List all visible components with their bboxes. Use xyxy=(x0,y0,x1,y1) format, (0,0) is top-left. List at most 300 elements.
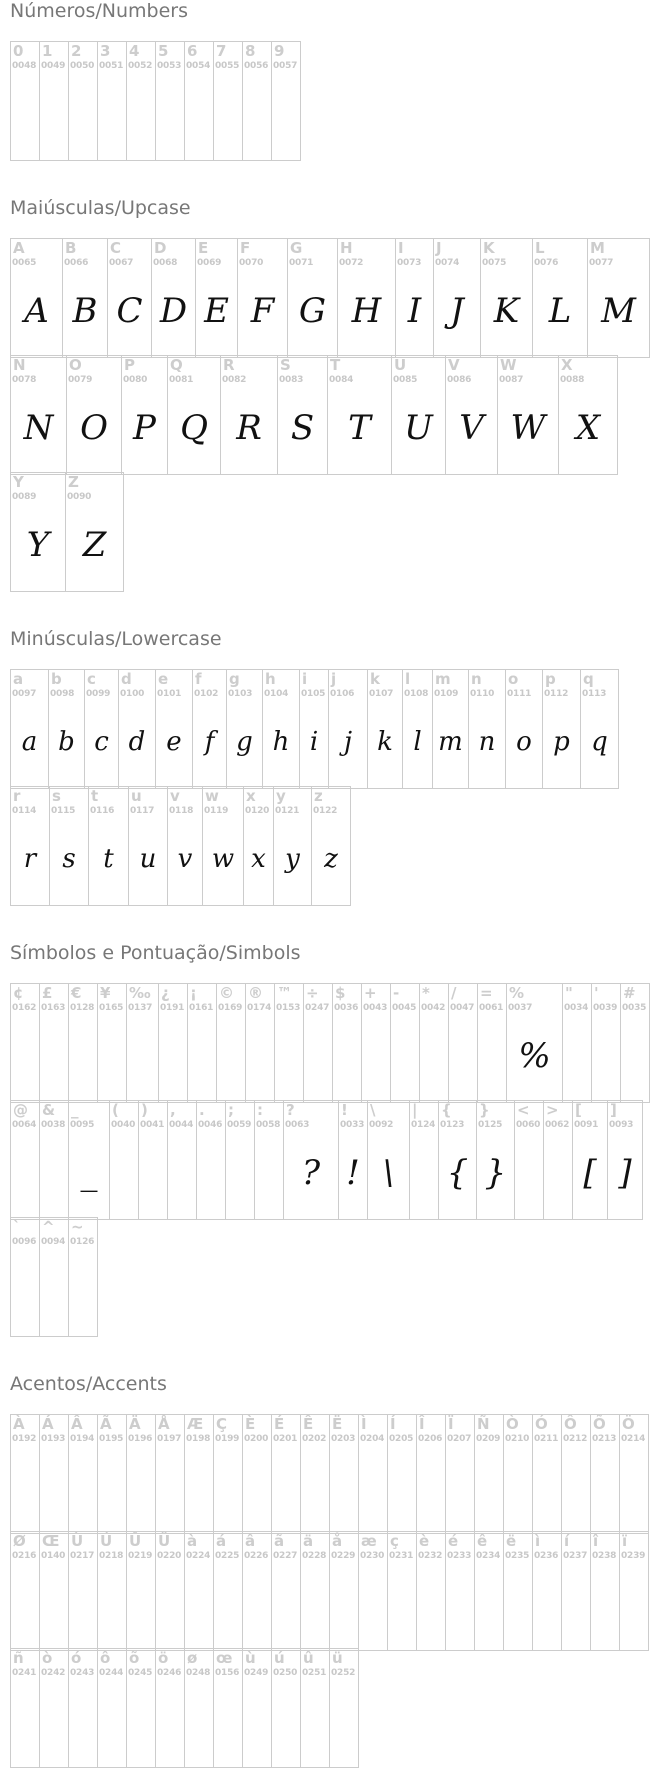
glyph-code-label: 0082 xyxy=(222,375,247,385)
glyph-character-label: Õ xyxy=(593,1415,606,1433)
glyph-code-label: 0202 xyxy=(302,1434,327,1444)
glyph-character-label: Å xyxy=(158,1415,170,1433)
glyph-code-label: 0076 xyxy=(534,258,559,268)
glyph-code-label: 0095 xyxy=(70,1120,95,1130)
glyph-cell xyxy=(69,1415,98,1533)
glyph-character-label: f xyxy=(195,670,202,688)
glyph-code-label: 0242 xyxy=(41,1668,66,1678)
glyph-cell xyxy=(301,1649,330,1767)
glyph-character-label: S xyxy=(280,356,291,374)
glyph-cell xyxy=(188,984,217,1102)
glyph-code-label: 0220 xyxy=(157,1551,182,1561)
glyph-cell xyxy=(217,984,246,1102)
glyph-sample: U xyxy=(404,408,433,448)
glyph-character-label: Ç xyxy=(216,1415,228,1433)
glyph-sample: H xyxy=(351,291,382,331)
glyph-row xyxy=(10,1100,643,1220)
glyph-code-label: 0239 xyxy=(621,1551,646,1561)
glyph-character-label: Ï xyxy=(448,1415,454,1433)
glyph-code-label: 0120 xyxy=(245,806,270,816)
glyph-sample: N xyxy=(23,408,54,448)
glyph-character-label: i xyxy=(302,670,308,688)
glyph-cell xyxy=(168,787,203,905)
glyph-cell xyxy=(69,1101,110,1219)
glyph-cell xyxy=(329,670,368,788)
glyph-character-label: Ä xyxy=(129,1415,141,1433)
glyph-cell xyxy=(562,1532,591,1650)
glyph-code-label: 0087 xyxy=(499,375,524,385)
glyph-cell xyxy=(69,984,98,1102)
glyph-code-label: 0077 xyxy=(589,258,614,268)
glyph-code-label: 0218 xyxy=(99,1551,124,1561)
glyph-cell xyxy=(227,670,263,788)
glyph-sample: K xyxy=(493,291,520,331)
glyph-cell xyxy=(129,787,168,905)
glyph-character-label: G xyxy=(290,239,303,257)
glyph-character-label: K xyxy=(483,239,495,257)
glyph-character-label: P xyxy=(124,356,135,374)
glyph-cell xyxy=(330,1649,359,1767)
glyph-character-label: Ë xyxy=(332,1415,343,1433)
glyph-character-label: _ xyxy=(71,1101,79,1119)
glyph-cell xyxy=(11,1649,40,1767)
glyph-code-label: 0197 xyxy=(157,1434,182,1444)
glyph-code-label: 0116 xyxy=(90,806,115,816)
glyph-code-label: 0080 xyxy=(123,375,148,385)
glyph-cell xyxy=(255,1101,284,1219)
glyph-row xyxy=(10,669,619,789)
glyph-cell xyxy=(40,1649,69,1767)
glyph-cell xyxy=(139,1101,168,1219)
glyph-character-label: L xyxy=(535,239,545,257)
glyph-code-label: 0248 xyxy=(186,1668,211,1678)
glyph-code-label: 0199 xyxy=(215,1434,240,1444)
glyph-character-label: Â xyxy=(71,1415,83,1433)
glyph-code-label: 0241 xyxy=(12,1668,37,1678)
glyph-cell xyxy=(592,984,621,1102)
glyph-cell xyxy=(410,1101,439,1219)
glyph-sample: I xyxy=(407,291,422,331)
glyph-character-label: ù xyxy=(245,1649,256,1667)
glyph-code-label: 0230 xyxy=(360,1551,385,1561)
glyph-code-label: 0121 xyxy=(275,806,300,816)
glyph-cell xyxy=(434,239,481,357)
glyph-cell xyxy=(156,670,193,788)
glyph-code-label: 0083 xyxy=(279,375,304,385)
glyph-cell xyxy=(98,984,127,1102)
glyph-character-label: Û xyxy=(129,1532,142,1550)
glyph-code-label: 0119 xyxy=(204,806,229,816)
glyph-code-label: 0201 xyxy=(273,1434,298,1444)
glyph-cell xyxy=(300,670,329,788)
glyph-cell xyxy=(272,42,301,160)
glyph-cell xyxy=(339,1101,368,1219)
glyph-cell xyxy=(498,356,559,474)
glyph-cell xyxy=(478,984,507,1102)
glyph-code-label: 0245 xyxy=(128,1668,153,1678)
glyph-code-label: 0110 xyxy=(470,689,495,699)
glyph-code-label: 0237 xyxy=(563,1551,588,1561)
glyph-character-label: l xyxy=(405,670,411,688)
glyph-cell xyxy=(403,670,433,788)
glyph-character-label: & xyxy=(42,1101,56,1119)
glyph-code-label: 0084 xyxy=(329,375,354,385)
glyph-character-label: y xyxy=(276,787,286,805)
glyph-code-label: 0036 xyxy=(334,1003,359,1013)
glyph-character-label: n xyxy=(471,670,482,688)
glyph-character-label: C xyxy=(110,239,122,257)
glyph-cell xyxy=(272,1532,301,1650)
glyph-character-label: T xyxy=(330,356,341,374)
glyph-sample: J xyxy=(450,291,464,331)
glyph-cell xyxy=(69,42,98,160)
glyph-character-label: N xyxy=(13,356,26,374)
glyph-character-label: ^ xyxy=(42,1218,55,1236)
glyph-code-label: 0045 xyxy=(392,1003,417,1013)
glyph-character-label: Ó xyxy=(535,1415,548,1433)
glyph-code-label: 0217 xyxy=(70,1551,95,1561)
glyph-character-label: ! xyxy=(341,1101,348,1119)
glyph-cell xyxy=(481,239,533,357)
glyph-character-label: ¥ xyxy=(100,984,111,1002)
glyph-character-label: m xyxy=(435,670,451,688)
glyph-character-label: Y xyxy=(13,473,24,491)
glyph-cell xyxy=(214,42,243,160)
glyph-row xyxy=(10,1648,359,1768)
glyph-code-label: 0236 xyxy=(534,1551,559,1561)
glyph-code-label: 0098 xyxy=(50,689,75,699)
glyph-character-label: á xyxy=(216,1532,227,1550)
glyph-character-label: ö xyxy=(158,1649,169,1667)
glyph-cell xyxy=(11,1415,40,1533)
glyph-cell xyxy=(563,984,592,1102)
glyph-code-label: 0153 xyxy=(276,1003,301,1013)
glyph-cell xyxy=(420,984,449,1102)
glyph-character-label: | xyxy=(412,1101,418,1119)
section-title: Maiúsculas/Upcase xyxy=(10,197,191,219)
glyph-cell xyxy=(506,670,543,788)
glyph-character-label: ë xyxy=(506,1532,517,1550)
glyph-code-label: 0224 xyxy=(186,1551,211,1561)
glyph-character-label: Á xyxy=(42,1415,54,1433)
glyph-character-label: D xyxy=(154,239,167,257)
glyph-sample: } xyxy=(484,1153,507,1193)
glyph-character-label: Œ xyxy=(42,1532,60,1550)
glyph-code-label: 0094 xyxy=(41,1237,66,1247)
glyph-code-label: 0081 xyxy=(169,375,194,385)
glyph-cell xyxy=(359,1532,388,1650)
glyph-sample: e xyxy=(166,727,182,757)
glyph-code-label: 0037 xyxy=(508,1003,533,1013)
glyph-sample: z xyxy=(324,844,338,874)
glyph-cell xyxy=(98,1415,127,1533)
glyph-code-label: 0195 xyxy=(99,1434,124,1444)
glyph-cell xyxy=(368,1101,410,1219)
glyph-character-label: W xyxy=(500,356,517,374)
glyph-character-label: @ xyxy=(13,1101,28,1119)
glyph-character-label: Ü xyxy=(158,1532,171,1550)
glyph-character-label: Ã xyxy=(100,1415,112,1433)
glyph-cell xyxy=(312,787,351,905)
glyph-code-label: 0206 xyxy=(418,1434,443,1444)
glyph-cell xyxy=(243,1415,272,1533)
glyph-character-label: ï xyxy=(622,1532,628,1550)
glyph-character-label: Ø xyxy=(13,1532,26,1550)
glyph-character-label: Í xyxy=(390,1415,396,1433)
glyph-character-label: £ xyxy=(42,984,53,1002)
glyph-sample: n xyxy=(478,727,496,757)
glyph-sample: D xyxy=(159,291,188,331)
glyph-code-label: 0046 xyxy=(198,1120,223,1130)
glyph-code-label: 0209 xyxy=(476,1434,501,1444)
glyph-cell xyxy=(533,239,588,357)
glyph-row xyxy=(10,472,124,592)
glyph-sample: [ xyxy=(583,1153,597,1193)
glyph-sample: ] xyxy=(618,1153,632,1193)
glyph-character-label: è xyxy=(419,1532,430,1550)
glyph-character-label: Ò xyxy=(506,1415,519,1433)
glyph-cell xyxy=(49,670,85,788)
glyph-cell xyxy=(278,356,328,474)
glyph-cell xyxy=(156,1649,185,1767)
glyph-cell xyxy=(243,42,272,160)
glyph-row xyxy=(10,786,351,906)
glyph-cell xyxy=(446,1415,475,1533)
glyph-sample: M xyxy=(601,291,636,331)
glyph-code-label: 0079 xyxy=(68,375,93,385)
glyph-cell xyxy=(69,1649,98,1767)
glyph-code-label: 0068 xyxy=(153,258,178,268)
glyph-code-label: 0086 xyxy=(447,375,472,385)
glyph-sample: L xyxy=(548,291,572,331)
glyph-character-label: ÷ xyxy=(306,984,319,1002)
glyph-sample: Z xyxy=(82,525,107,565)
glyph-character-label: x xyxy=(246,787,256,805)
glyph-character-label: ø xyxy=(187,1649,198,1667)
glyph-cell xyxy=(89,787,129,905)
glyph-code-label: 0035 xyxy=(622,1003,647,1013)
glyph-code-label: 0137 xyxy=(128,1003,153,1013)
glyph-code-label: 0126 xyxy=(70,1237,95,1247)
glyph-code-label: 0203 xyxy=(331,1434,356,1444)
glyph-code-label: 0089 xyxy=(12,492,37,502)
glyph-row xyxy=(10,1414,649,1534)
glyph-cell xyxy=(185,1532,214,1650)
glyph-character-label: œ xyxy=(216,1649,233,1667)
glyph-cell xyxy=(221,356,278,474)
glyph-cell xyxy=(238,239,288,357)
glyph-code-label: 0123 xyxy=(440,1120,465,1130)
glyph-character-label: ò xyxy=(42,1649,53,1667)
glyph-code-label: 0052 xyxy=(128,61,153,71)
glyph-code-label: 0122 xyxy=(313,806,338,816)
glyph-character-label: 6 xyxy=(187,42,198,60)
glyph-cell xyxy=(417,1532,446,1650)
glyph-cell xyxy=(433,670,469,788)
glyph-code-label: 0140 xyxy=(41,1551,66,1561)
glyph-code-label: 0092 xyxy=(369,1120,394,1130)
glyph-code-label: 0198 xyxy=(186,1434,211,1444)
glyph-cell xyxy=(559,356,618,474)
glyph-character-label: ' xyxy=(594,984,599,1002)
glyph-cell xyxy=(504,1415,533,1533)
glyph-code-label: 0071 xyxy=(289,258,314,268)
glyph-character-label: Æ xyxy=(187,1415,204,1433)
glyph-code-label: 0163 xyxy=(41,1003,66,1013)
glyph-character-label: > xyxy=(546,1101,559,1119)
glyph-character-label: æ xyxy=(361,1532,377,1550)
glyph-cell xyxy=(156,1532,185,1650)
glyph-cell xyxy=(391,984,420,1102)
glyph-character-label: ì xyxy=(535,1532,541,1550)
glyph-character-label: È xyxy=(245,1415,256,1433)
glyph-cell xyxy=(620,1415,649,1533)
glyph-code-label: 0069 xyxy=(197,258,222,268)
glyph-cell xyxy=(338,239,396,357)
glyph-character-label: : xyxy=(257,1101,263,1119)
glyph-cell xyxy=(469,670,506,788)
glyph-cell xyxy=(168,356,221,474)
glyph-sample: y xyxy=(285,844,300,874)
glyph-character-label: - xyxy=(393,984,400,1002)
glyph-cell xyxy=(197,1101,226,1219)
glyph-character-label: H xyxy=(340,239,353,257)
glyph-sample: w xyxy=(211,844,235,874)
glyph-character-label: é xyxy=(448,1532,459,1550)
glyph-character-label: k xyxy=(370,670,380,688)
glyph-sample: B xyxy=(72,291,98,331)
glyph-cell xyxy=(362,984,391,1102)
glyph-cell xyxy=(40,1415,69,1533)
glyph-character-label: 7 xyxy=(216,42,227,60)
glyph-character-label: X xyxy=(561,356,573,374)
glyph-cell xyxy=(246,984,275,1102)
glyph-sample: P xyxy=(133,408,156,448)
glyph-cell xyxy=(11,1101,40,1219)
glyph-code-label: 0193 xyxy=(41,1434,66,1444)
glyph-cell xyxy=(301,1532,330,1650)
glyph-code-label: 0112 xyxy=(544,689,569,699)
glyph-character-label: < xyxy=(517,1101,530,1119)
glyph-character-label: z xyxy=(314,787,323,805)
glyph-cell xyxy=(203,787,244,905)
glyph-character-label: + xyxy=(364,984,377,1002)
glyph-cell xyxy=(156,42,185,160)
glyph-cell xyxy=(573,1101,608,1219)
glyph-character-label: Q xyxy=(170,356,183,374)
glyph-code-label: 0088 xyxy=(560,375,585,385)
glyph-code-label: 0078 xyxy=(12,375,37,385)
glyph-code-label: 0049 xyxy=(41,61,66,71)
glyph-sample: v xyxy=(177,844,193,874)
glyph-code-label: 0252 xyxy=(331,1668,356,1678)
glyph-code-label: 0047 xyxy=(450,1003,475,1013)
glyph-sample: s xyxy=(62,844,76,874)
glyph-cell xyxy=(98,1649,127,1767)
glyph-cell xyxy=(40,984,69,1102)
glyph-code-label: 0235 xyxy=(505,1551,530,1561)
glyph-character-label: à xyxy=(187,1532,198,1550)
glyph-character-label: = xyxy=(480,984,493,1002)
glyph-code-label: 0250 xyxy=(273,1668,298,1678)
glyph-code-label: 0244 xyxy=(99,1668,124,1678)
glyph-cell xyxy=(152,239,196,357)
glyph-code-label: 0051 xyxy=(99,61,124,71)
glyph-character-label: û xyxy=(303,1649,314,1667)
glyph-code-label: 0090 xyxy=(67,492,92,502)
glyph-character-label: ñ xyxy=(13,1649,24,1667)
glyph-cell xyxy=(388,1415,417,1533)
glyph-code-label: 0243 xyxy=(70,1668,95,1678)
glyph-row xyxy=(10,1217,98,1337)
glyph-character-label: M xyxy=(590,239,605,257)
glyph-character-label: s xyxy=(52,787,61,805)
glyph-character-label: ¢ xyxy=(13,984,24,1002)
section-title: Símbolos e Pontuação/Simbols xyxy=(10,942,301,964)
glyph-code-label: 0042 xyxy=(421,1003,446,1013)
glyph-character-label: Z xyxy=(68,473,79,491)
glyph-code-label: 0192 xyxy=(12,1434,37,1444)
glyph-cell xyxy=(156,1415,185,1533)
glyph-cell xyxy=(263,670,300,788)
glyph-code-label: 0093 xyxy=(609,1120,634,1130)
glyph-code-label: 0066 xyxy=(64,258,89,268)
glyph-cell xyxy=(304,984,333,1102)
glyph-character-label: $ xyxy=(335,984,346,1002)
glyph-code-label: 0212 xyxy=(563,1434,588,1444)
glyph-cell xyxy=(515,1101,544,1219)
glyph-character-label: # xyxy=(623,984,636,1002)
glyph-sample: k xyxy=(377,727,393,757)
glyph-character-label: q xyxy=(583,670,594,688)
glyph-cell xyxy=(122,356,168,474)
glyph-cell xyxy=(244,787,274,905)
glyph-sample: o xyxy=(516,727,532,757)
glyph-sample: C xyxy=(116,291,143,331)
glyph-code-label: 0104 xyxy=(264,689,289,699)
glyph-character-label: î xyxy=(593,1532,599,1550)
glyph-cell xyxy=(272,1415,301,1533)
glyph-code-label: 0109 xyxy=(434,689,459,699)
glyph-code-label: 0196 xyxy=(128,1434,153,1444)
glyph-character-label: " xyxy=(565,984,573,1002)
glyph-character-label: å xyxy=(332,1532,343,1550)
glyph-code-label: 0063 xyxy=(285,1120,310,1130)
glyph-code-label: 0169 xyxy=(218,1003,243,1013)
glyph-code-label: 0174 xyxy=(247,1003,272,1013)
glyph-code-label: 0038 xyxy=(41,1120,66,1130)
glyph-cell xyxy=(328,356,392,474)
glyph-character-label: g xyxy=(229,670,240,688)
glyph-code-label: 0105 xyxy=(301,689,326,699)
glyph-cell xyxy=(66,473,124,591)
glyph-character-label: 3 xyxy=(100,42,111,60)
glyph-character-label: , xyxy=(170,1101,176,1119)
glyph-code-label: 0234 xyxy=(476,1551,501,1561)
glyph-character-label: Ú xyxy=(100,1532,113,1550)
glyph-character-label: É xyxy=(274,1415,285,1433)
glyph-sample: X xyxy=(575,408,601,448)
glyph-code-label: 0216 xyxy=(12,1551,37,1561)
glyph-character-label: J xyxy=(436,239,442,257)
glyph-character-label: . xyxy=(199,1101,205,1119)
glyph-code-label: 0207 xyxy=(447,1434,472,1444)
glyph-character-label: ç xyxy=(390,1532,399,1550)
glyph-cell xyxy=(110,1101,139,1219)
glyph-cell xyxy=(214,1415,243,1533)
glyph-character-label: õ xyxy=(129,1649,140,1667)
glyph-sample: Q xyxy=(180,408,208,448)
